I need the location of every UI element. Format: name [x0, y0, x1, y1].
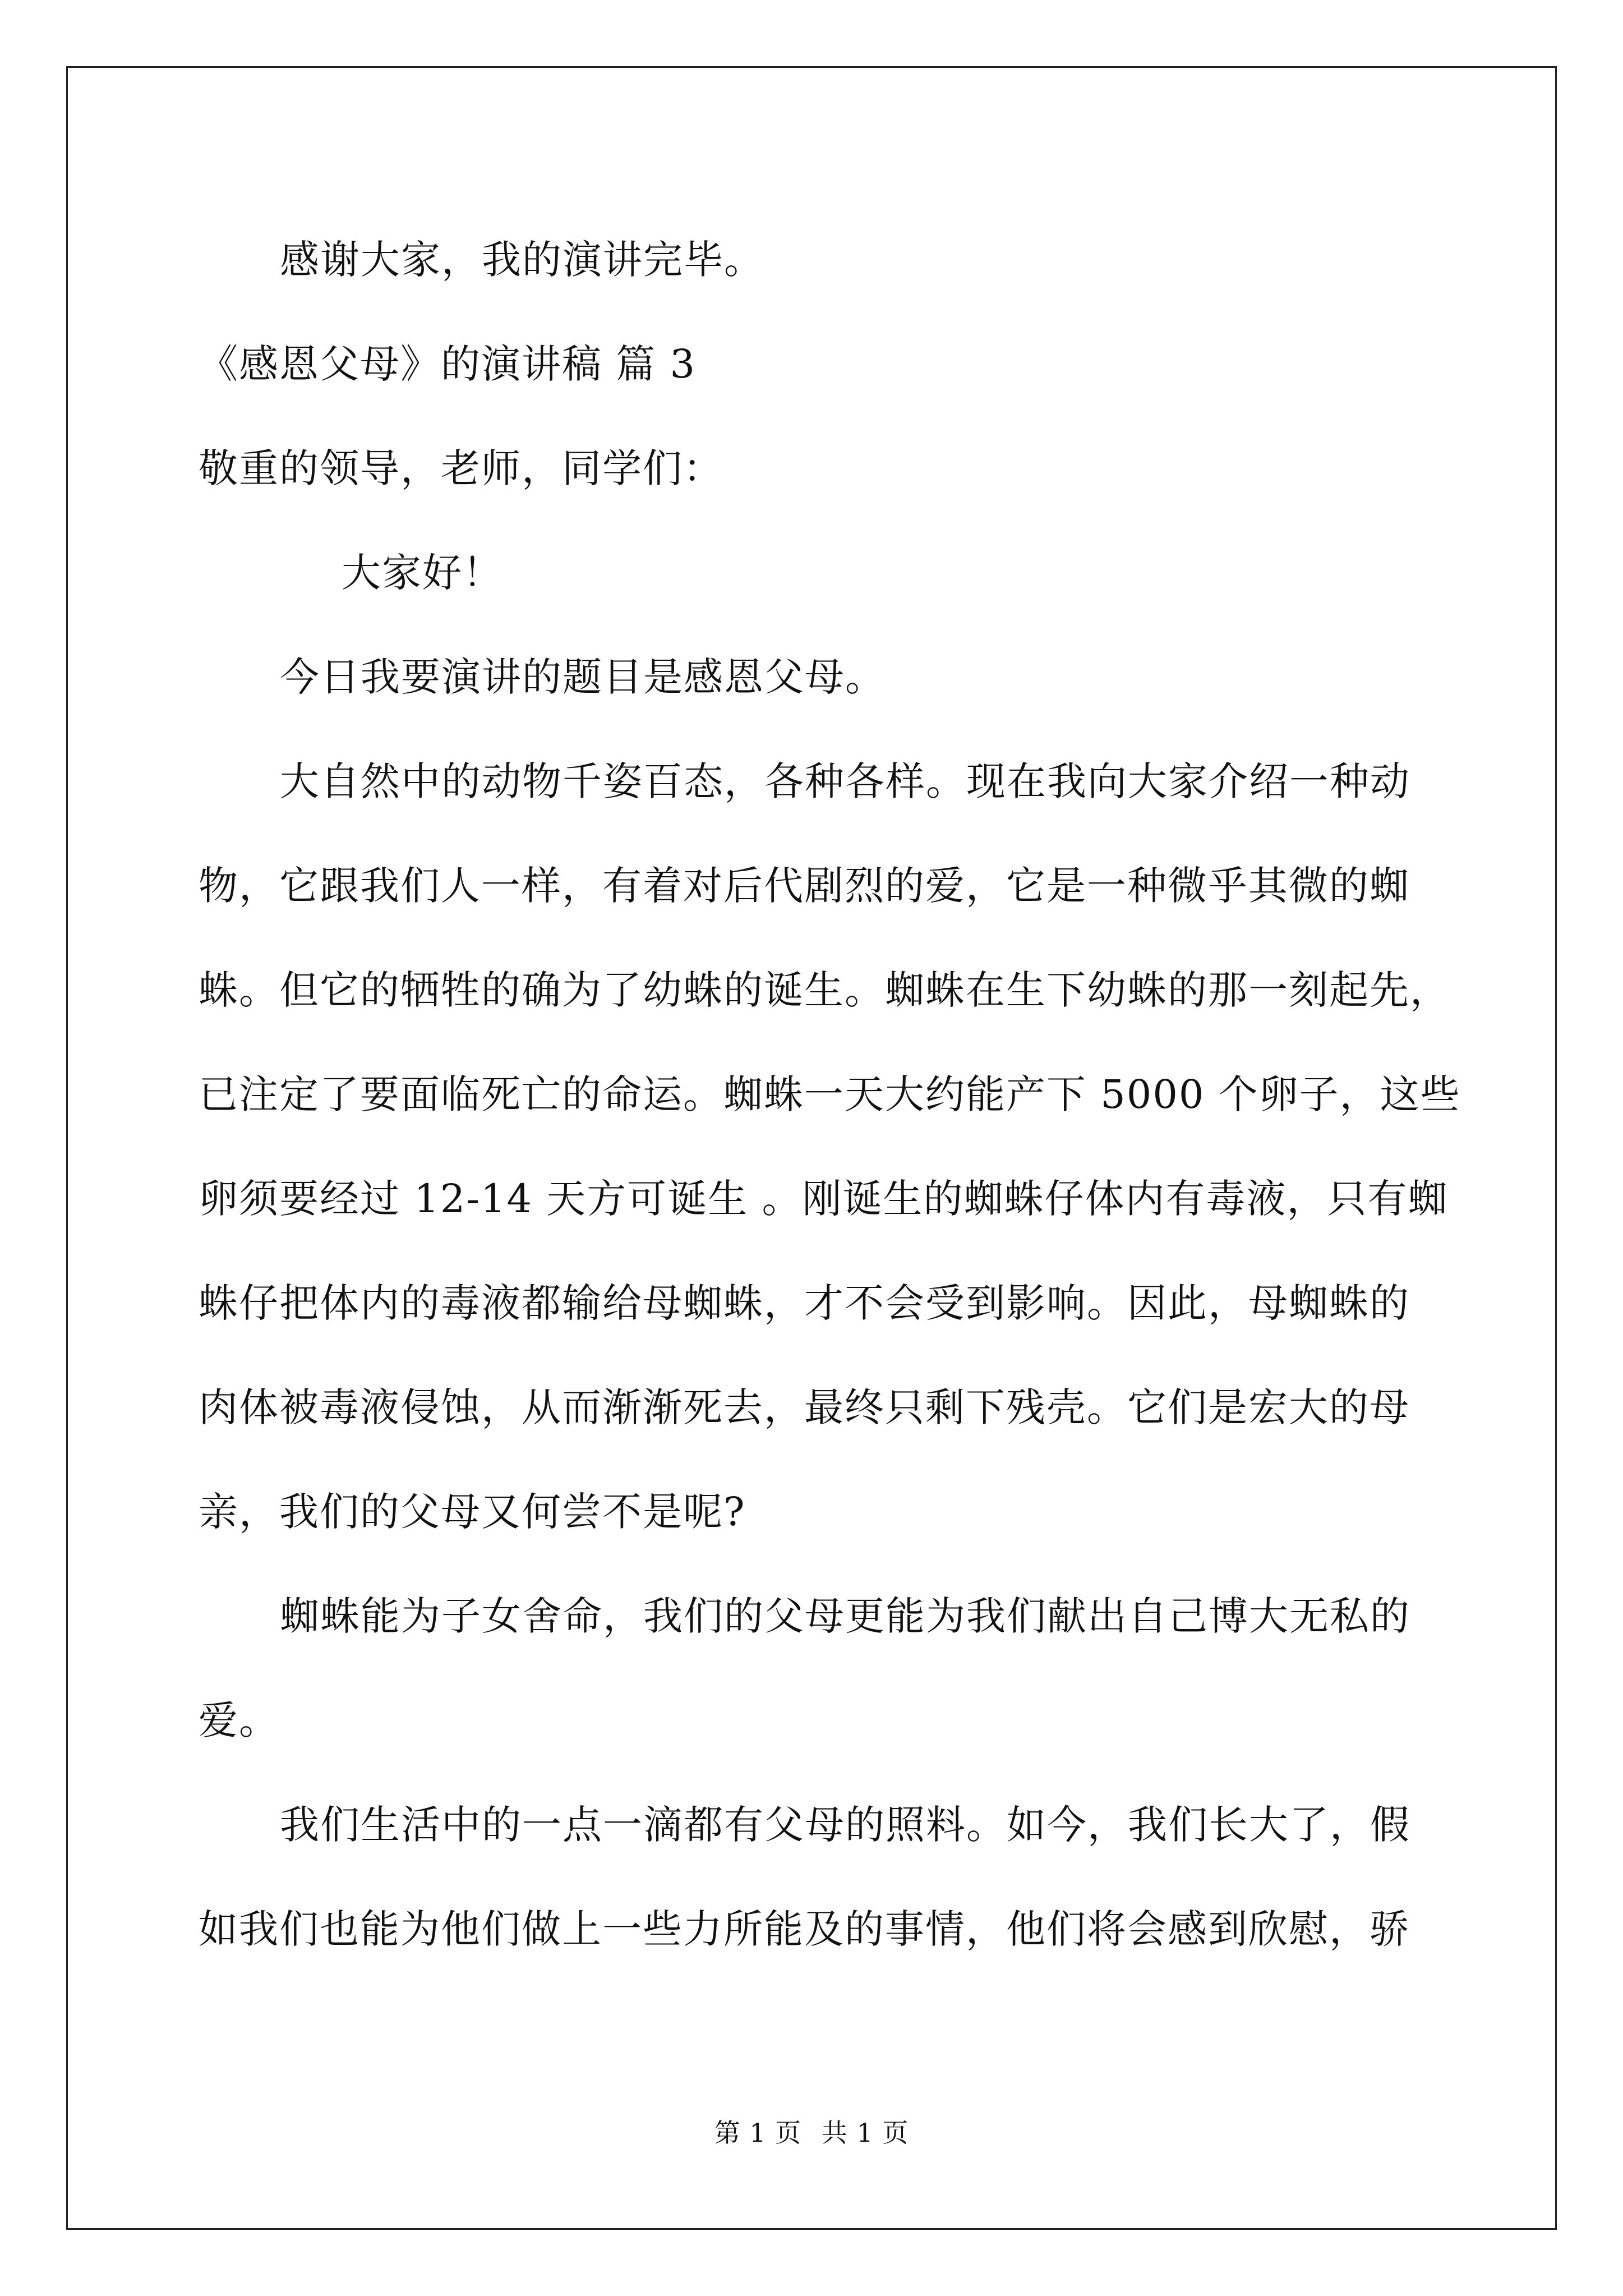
greeting: 大家好！: [342, 550, 503, 596]
paragraph-line: 已注定了要面临死亡的命运。蜘蛛一天大约能产下 5000 个卵子，这些: [199, 1071, 1461, 1117]
paragraph-line: 蛛仔把体内的毒液都输给母蜘蛛，才不会受到影响。因此，母蜘蛛的: [199, 1280, 1410, 1326]
paragraph-line: 卵须要经过 12-14 天方可诞生 。刚诞生的蜘蛛仔体内有毒液，只有蜘: [199, 1176, 1449, 1222]
section-title: 《感恩父母》的演讲稿 篇 3: [199, 341, 697, 387]
paragraph-line: 爱。: [199, 1697, 279, 1743]
page-footer: [0, 2116, 1623, 2150]
paragraph-line: 肉体被毒液侵蚀，从而渐渐死去，最终只剩下残壳。它们是宏大的母: [199, 1384, 1410, 1430]
paragraph-line: 亲，我们的父母又何尝不是呢?: [199, 1489, 746, 1535]
page-number: 第 1 页: [714, 2118, 802, 2148]
closing-line: 感谢大家，我的演讲完毕。: [280, 237, 764, 283]
paragraph-line: 蜘蛛能为子女舍命，我们的父母更能为我们献出自己博大无私的: [280, 1593, 1410, 1639]
paragraph-line: 物，它跟我们人一样，有着对后代剧烈的爱，它是一种微乎其微的蜘: [199, 863, 1410, 909]
document-body: [199, 208, 1461, 1981]
paragraph-line: 蛛。但它的牺牲的确为了幼蛛的诞生。蜘蛛在生下幼蛛的那一刻起先，: [199, 967, 1450, 1013]
paragraph-line: 大自然中的动物千姿百态，各种各样。现在我向大家介绍一种动: [280, 758, 1410, 804]
page-total: 共 1 页: [821, 2118, 909, 2148]
salutation: 敬重的领导，老师，同学们：: [199, 445, 723, 491]
paragraph-line: 如我们也能为他们做上一些力所能及的事情，他们将会感到欣慰，骄: [199, 1906, 1410, 1952]
paragraph-line: 今日我要演讲的题目是感恩父母。: [280, 654, 886, 700]
paragraph-line: 我们生活中的一点一滴都有父母的照料。如今，我们长大了，假: [280, 1802, 1410, 1848]
